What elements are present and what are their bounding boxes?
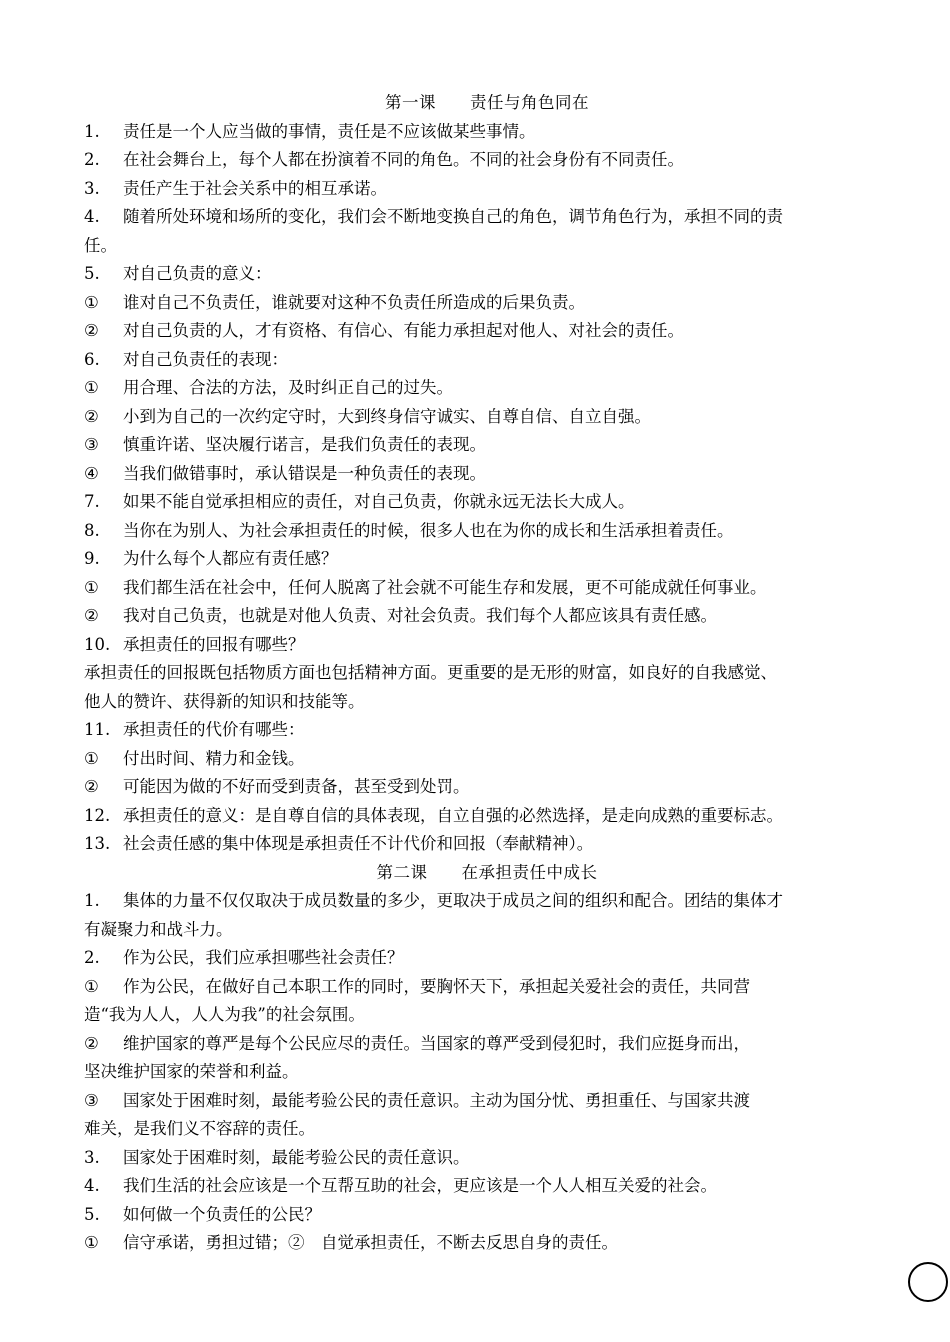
line-text: 承担责任的意义：是自尊自信的具体表现，自立自强的必然选择，是走向成熟的重要标志。: [123, 805, 783, 825]
line-text: 集体的力量不仅仅取决于成员数量的多少，更取决于成员之间的组织和配合。团结的集体才: [123, 891, 783, 910]
line-text: 坚决维护国家的荣誉和利益。: [84, 1062, 299, 1081]
line-text: 当你在为别人、为社会承担责任的时候，很多人也在为你的成长和生活承担着责任。: [123, 520, 734, 540]
lesson2-line: [84, 1115, 890, 1144]
lesson1-line: [84, 602, 890, 631]
line-text: 国家处于困难时刻，最能考验公民的责任意识。: [123, 1147, 470, 1167]
lesson1-line: [84, 631, 890, 660]
lesson-2-title: 第二课 在承担责任中成长: [376, 862, 598, 882]
line-text: 维护国家的尊严是每个公民应尽的责任。当国家的尊严受到侵犯时，我们应挺身而出，: [123, 1033, 750, 1053]
line-text: 付出时间、精力和金钱。: [123, 748, 305, 768]
line-text: 难关，是我们义不容辞的责任。: [84, 1119, 315, 1138]
lesson2-line: [84, 916, 890, 945]
line-text: 随着所处环境和场所的变化，我们会不断地变换自己的角色，调节角色行为，承担不同的责: [123, 207, 783, 226]
line-number: 3.: [84, 1147, 100, 1167]
line-text: 为什么每个人都应有责任感？: [123, 549, 338, 568]
line-text: 承担责任的回报有哪些？: [123, 634, 305, 654]
line-text: 用合理、合法的方法，及时纠正自己的过失。: [123, 378, 453, 397]
line-text: 有凝聚力和战斗力。: [84, 919, 233, 939]
line-number: 12.: [84, 805, 111, 825]
line-number: 13.: [84, 834, 111, 853]
lesson1-line: [84, 659, 890, 688]
lesson1-line: [84, 488, 890, 517]
line-number: ③: [84, 435, 99, 454]
line-number: 4.: [84, 207, 100, 226]
line-text: 对自己负责的人，才有资格、有信心、有能力承担起对他人、对社会的责任。: [123, 321, 684, 340]
lesson1-line: [84, 517, 890, 546]
lesson2-line: [84, 887, 890, 916]
lesson1-line: [84, 688, 890, 717]
line-number: ①: [84, 292, 99, 312]
lesson2-line: [84, 973, 890, 1002]
page-circle-mark: [908, 1262, 948, 1302]
line-number: ④: [84, 463, 99, 483]
line-number: 3.: [84, 178, 100, 198]
lesson2-line: [84, 1229, 890, 1258]
lesson1-line: [84, 175, 890, 204]
document-page: [84, 89, 890, 1258]
line-number: 11.: [84, 720, 111, 739]
line-text: 信守承诺，勇担过错；② 自觉承担责任，不断去反思自身的责任。: [123, 1233, 618, 1252]
line-text: 责任是一个人应当做的事情，责任是不应该做某些事情。: [123, 121, 536, 141]
line-number: 7.: [84, 492, 100, 511]
line-number: 2.: [84, 948, 100, 967]
line-number: 6.: [84, 349, 100, 369]
line-text: 他人的赞许、获得新的知识和技能等。: [84, 691, 365, 711]
lesson-1-title: 第一课 责任与角色同在: [385, 93, 589, 112]
lesson1-line: [84, 716, 890, 745]
line-text: 作为公民，我们应承担哪些社会责任？: [123, 948, 404, 967]
lesson2-line: [84, 1058, 890, 1087]
line-number: ①: [84, 976, 99, 996]
lesson2-line: [84, 1001, 890, 1030]
line-number: 4.: [84, 1176, 100, 1195]
line-text: 如何做一个负责任的公民？: [123, 1204, 321, 1224]
lesson1-line: [84, 403, 890, 432]
line-number: 1.: [84, 891, 100, 910]
line-text: 谁对自己不负责任，谁就要对这种不负责任所造成的后果负责。: [123, 292, 585, 312]
line-text: 国家处于困难时刻，最能考验公民的责任意识。主动为国分忧、勇担重任、与国家共渡: [123, 1090, 750, 1110]
line-number: ②: [84, 321, 99, 340]
lesson1-line: [84, 146, 890, 175]
line-text: 我们都生活在社会中，任何人脱离了社会就不可能生存和发展，更不可能成就任何事业。: [123, 577, 767, 597]
line-text: 在社会舞台上，每个人都在扮演着不同的角色。不同的社会身份有不同责任。: [123, 150, 684, 169]
lesson1-line: [84, 545, 890, 574]
lesson1-line: [84, 260, 890, 289]
lesson1-line: [84, 317, 890, 346]
line-number: ①: [84, 577, 99, 597]
line-number: 8.: [84, 520, 100, 540]
lesson2-line: [84, 1172, 890, 1201]
lesson1-line: [84, 431, 890, 460]
line-number: ②: [84, 1033, 99, 1053]
line-text: 责任产生于社会关系中的相互承诺。: [123, 178, 387, 198]
lesson2-line: [84, 1087, 890, 1116]
line-text: 对自己负责的意义：: [123, 264, 272, 283]
line-number: ②: [84, 777, 99, 796]
line-text: 作为公民，在做好自己本职工作的同时，要胸怀天下，承担起关爱社会的责任，共同营: [123, 976, 750, 996]
lesson1-line: [84, 374, 890, 403]
lesson1-line: [84, 346, 890, 375]
lesson2-line: [84, 1144, 890, 1173]
lesson-1-body: [84, 118, 890, 859]
line-text: 小到为自己的一次约定守时，大到终身信守诚实、自尊自信、自立自强。: [123, 406, 651, 426]
lesson1-line: [84, 830, 890, 859]
lesson1-line: [84, 460, 890, 489]
line-number: ②: [84, 406, 99, 426]
line-text: 任。: [84, 235, 117, 255]
line-number: 10.: [84, 634, 111, 654]
line-number: ①: [84, 1233, 99, 1252]
line-text: 如果不能自觉承担相应的责任，对自己负责，你就永远无法长大成人。: [123, 492, 635, 511]
line-number: 9.: [84, 549, 100, 568]
lesson1-line: [84, 802, 890, 831]
line-number: 1.: [84, 121, 100, 141]
lesson2-line: [84, 1030, 890, 1059]
line-number: 5.: [84, 1204, 100, 1224]
lesson1-line: [84, 118, 890, 147]
line-number: 5.: [84, 264, 100, 283]
line-text: 承担责任的代价有哪些：: [123, 720, 305, 739]
line-text: 可能因为做的不好而受到责备，甚至受到处罚。: [123, 777, 470, 796]
line-text: 当我们做错事时，承认错误是一种负责任的表现。: [123, 463, 486, 483]
lesson1-line: [84, 574, 890, 603]
lesson1-line: [84, 745, 890, 774]
lesson1-line: [84, 289, 890, 318]
line-number: 2.: [84, 150, 100, 169]
lesson2-line: [84, 1201, 890, 1230]
line-text: 对自己负责任的表现：: [123, 349, 288, 369]
line-number: ①: [84, 378, 99, 397]
lesson2-line: [84, 944, 890, 973]
line-number: ③: [84, 1090, 99, 1110]
line-text: 我们生活的社会应该是一个互帮互助的社会，更应该是一个人人相互关爱的社会。: [123, 1176, 717, 1195]
line-text: 慎重许诺、坚决履行诺言，是我们负责任的表现。: [123, 435, 486, 454]
line-text: 社会责任感的集中体现是承担责任不计代价和回报（奉献精神）。: [123, 834, 594, 853]
line-number: ①: [84, 748, 99, 768]
line-text: 承担责任的回报既包括物质方面也包括精神方面。更重要的是无形的财富，如良好的自我感觉、: [84, 663, 777, 682]
line-number: ②: [84, 606, 99, 625]
lesson1-line: [84, 232, 890, 261]
line-text: 造“我为人人，人人为我”的社会氛围。: [84, 1005, 365, 1024]
lesson-2-body: [84, 887, 890, 1258]
line-text: 我对自己负责，也就是对他人负责、对社会负责。我们每个人都应该具有责任感。: [123, 606, 717, 625]
lesson1-line: [84, 773, 890, 802]
lesson1-line: [84, 203, 890, 232]
